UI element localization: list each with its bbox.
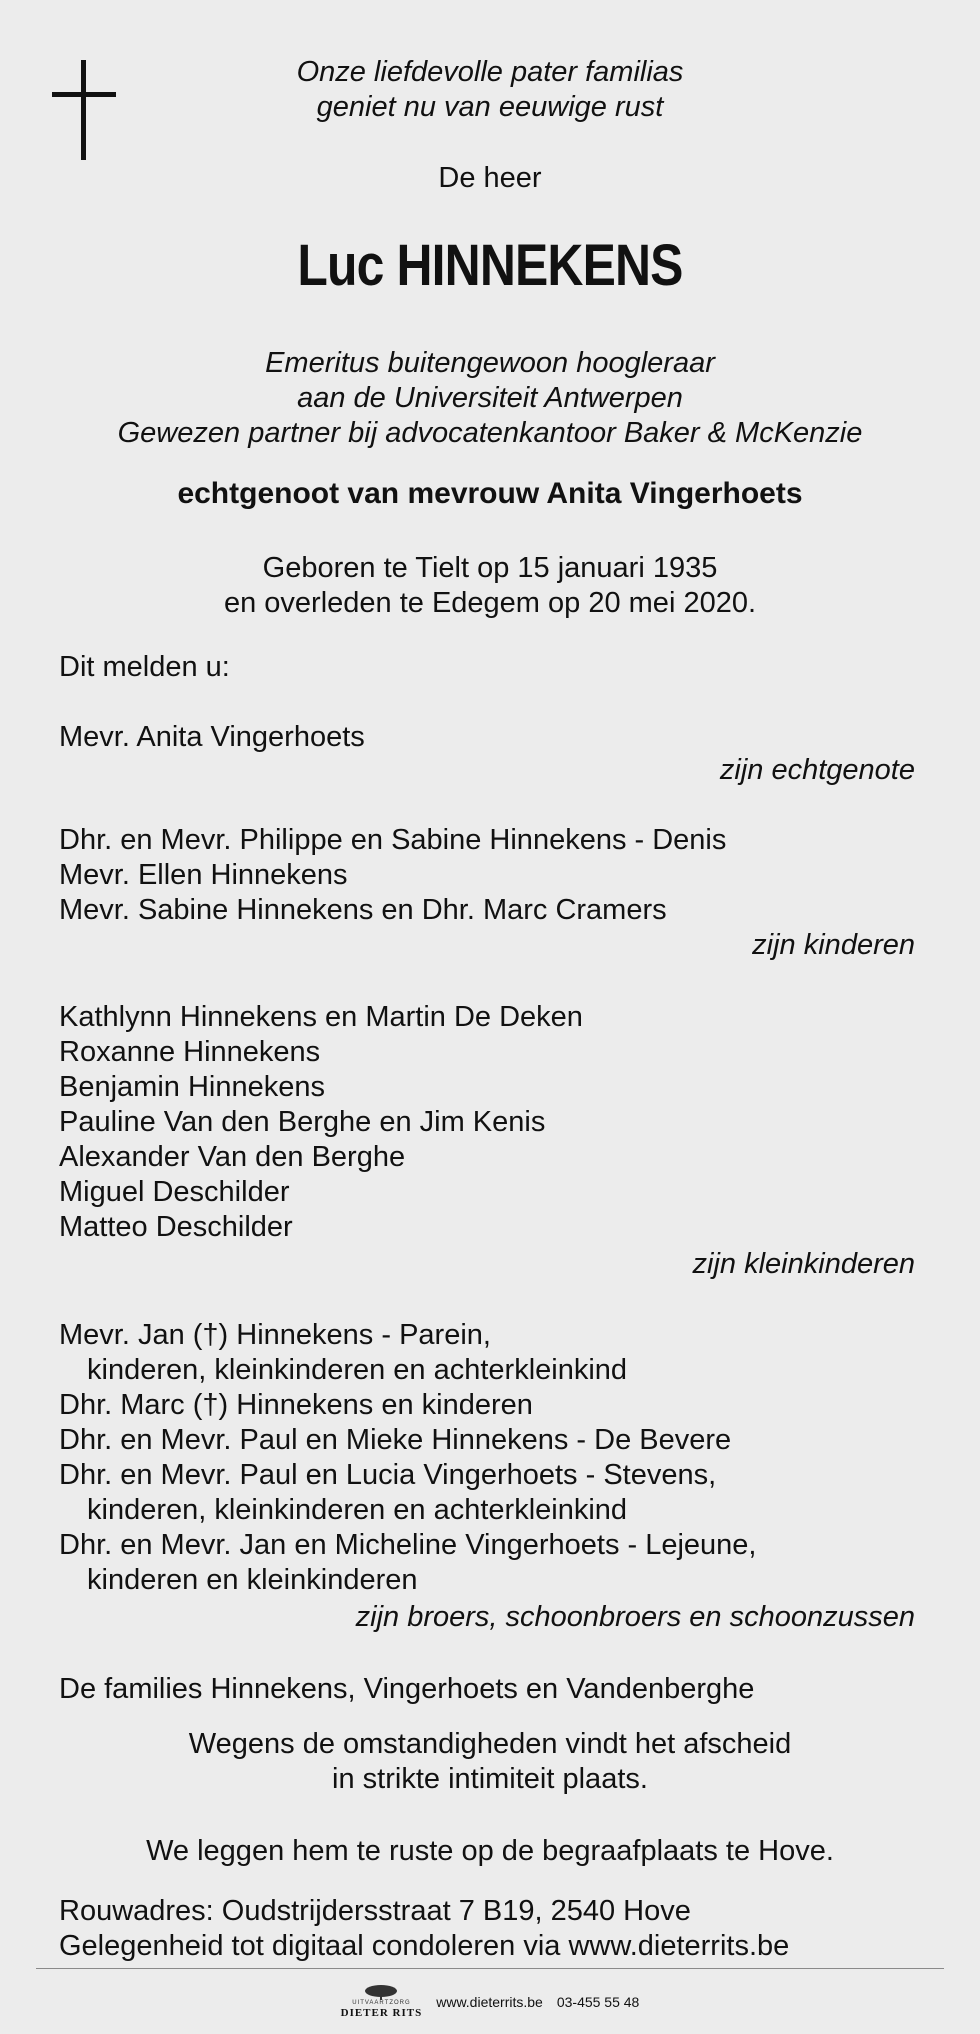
list-item: Matteo Deschilder xyxy=(59,1211,293,1243)
list-item: Dhr. en Mevr. Jan en Micheline Vingerhoets - Lejeune, xyxy=(59,1529,757,1561)
death-line: en overleden te Edegem op 20 mei 2020. xyxy=(223,587,757,619)
intro xyxy=(0,55,980,125)
siblings-list xyxy=(59,1318,757,1598)
list-item: Benjamin Hinnekens xyxy=(59,1071,325,1103)
burial-wrap xyxy=(0,1834,980,1869)
list-item: Dhr. Marc (†) Hinnekens en kinderen xyxy=(59,1389,533,1421)
condolence: Gelegenheid tot digitaal condoleren via www.dieterrits.be xyxy=(59,1930,790,1962)
spouse-line: echtgenoot van mevrouw Anita Vingerhoets xyxy=(177,477,803,510)
titles xyxy=(0,346,980,451)
circumstances-line: in strikte intimiteit plaats. xyxy=(332,1763,648,1795)
grandchildren-list xyxy=(59,1000,583,1245)
salutation: De heer xyxy=(438,162,542,194)
title-line: aan de Universiteit Antwerpen xyxy=(297,382,683,414)
footer-website[interactable]: www.dieterrits.be xyxy=(436,1993,543,2010)
list-item: Roxanne Hinnekens xyxy=(59,1036,321,1068)
children-relation: zijn kinderen xyxy=(752,929,915,961)
circumstances xyxy=(0,1727,980,1797)
intro-line: Onze liefdevolle pater familias xyxy=(296,56,684,88)
list-item: Pauline Van den Berghe en Jim Kenis xyxy=(59,1106,546,1138)
grandchildren-relation: zijn kleinkinderen xyxy=(692,1248,915,1280)
footer-phone: 03-455 55 48 xyxy=(556,1993,640,2010)
deceased-name: Luc HINNEKENS xyxy=(297,233,683,298)
list-item: Dhr. en Mevr. Paul en Lucia Vingerhoets - Stevens, xyxy=(59,1459,717,1491)
footer xyxy=(0,1984,980,2019)
address: Rouwadres: Oudstrijdersstraat 7 B19, 2540 Hove xyxy=(59,1895,691,1927)
list-item: Kathlynn Hinnekens en Martin De Deken xyxy=(59,1001,583,1033)
birth-line: Geboren te Tielt op 15 januari 1935 xyxy=(262,552,718,584)
announcement: Dit melden u: xyxy=(59,651,230,683)
divider xyxy=(36,1968,944,1969)
tree-icon xyxy=(361,1984,401,2000)
list-item: Alexander Van den Berghe xyxy=(59,1141,406,1173)
spouse-name: Mevr. Anita Vingerhoets xyxy=(59,721,365,753)
dates xyxy=(0,551,980,621)
title-line: Emeritus buitengewoon hoogleraar xyxy=(265,347,715,379)
funeral-home-logo xyxy=(341,1984,423,2019)
list-item: kinderen, kleinkinderen en achterkleinkind xyxy=(87,1354,628,1386)
list-item: Mevr. Ellen Hinnekens xyxy=(59,859,348,891)
list-item: Miguel Deschilder xyxy=(59,1176,290,1208)
logo-subtitle: UITVAARTZORG xyxy=(352,2000,411,2006)
children-list xyxy=(59,823,726,928)
spouse-relation: zijn echtgenote xyxy=(719,754,915,786)
list-item: Mevr. Sabine Hinnekens en Dhr. Marc Cramers xyxy=(59,894,667,926)
title-line: Gewezen partner bij advocatenkantoor Baker & McKenzie xyxy=(117,417,863,449)
deceased-name-wrap xyxy=(0,232,980,299)
list-item: kinderen en kleinkinderen xyxy=(87,1564,418,1596)
burial: We leggen hem te ruste op de begraafplaats te Hove. xyxy=(146,1835,834,1867)
logo-name: DIETER RITS xyxy=(340,2007,423,2019)
intro-line: geniet nu van eeuwige rust xyxy=(316,91,664,123)
list-item: Dhr. en Mevr. Philippe en Sabine Hinnekens - Denis xyxy=(59,824,727,856)
siblings-relation: zijn broers, schoonbroers en schoonzussen xyxy=(355,1601,915,1633)
circumstances-line: Wegens de omstandigheden vindt het afscheid xyxy=(188,1728,792,1760)
list-item: kinderen, kleinkinderen en achterkleinkind xyxy=(87,1494,628,1526)
list-item: Dhr. en Mevr. Paul en Mieke Hinnekens - De Bevere xyxy=(59,1424,732,1456)
spouse-line-wrap xyxy=(0,476,980,511)
list-item: Mevr. Jan (†) Hinnekens - Parein, xyxy=(59,1319,491,1351)
families: De families Hinnekens, Vingerhoets en Vandenberghe xyxy=(59,1673,755,1705)
